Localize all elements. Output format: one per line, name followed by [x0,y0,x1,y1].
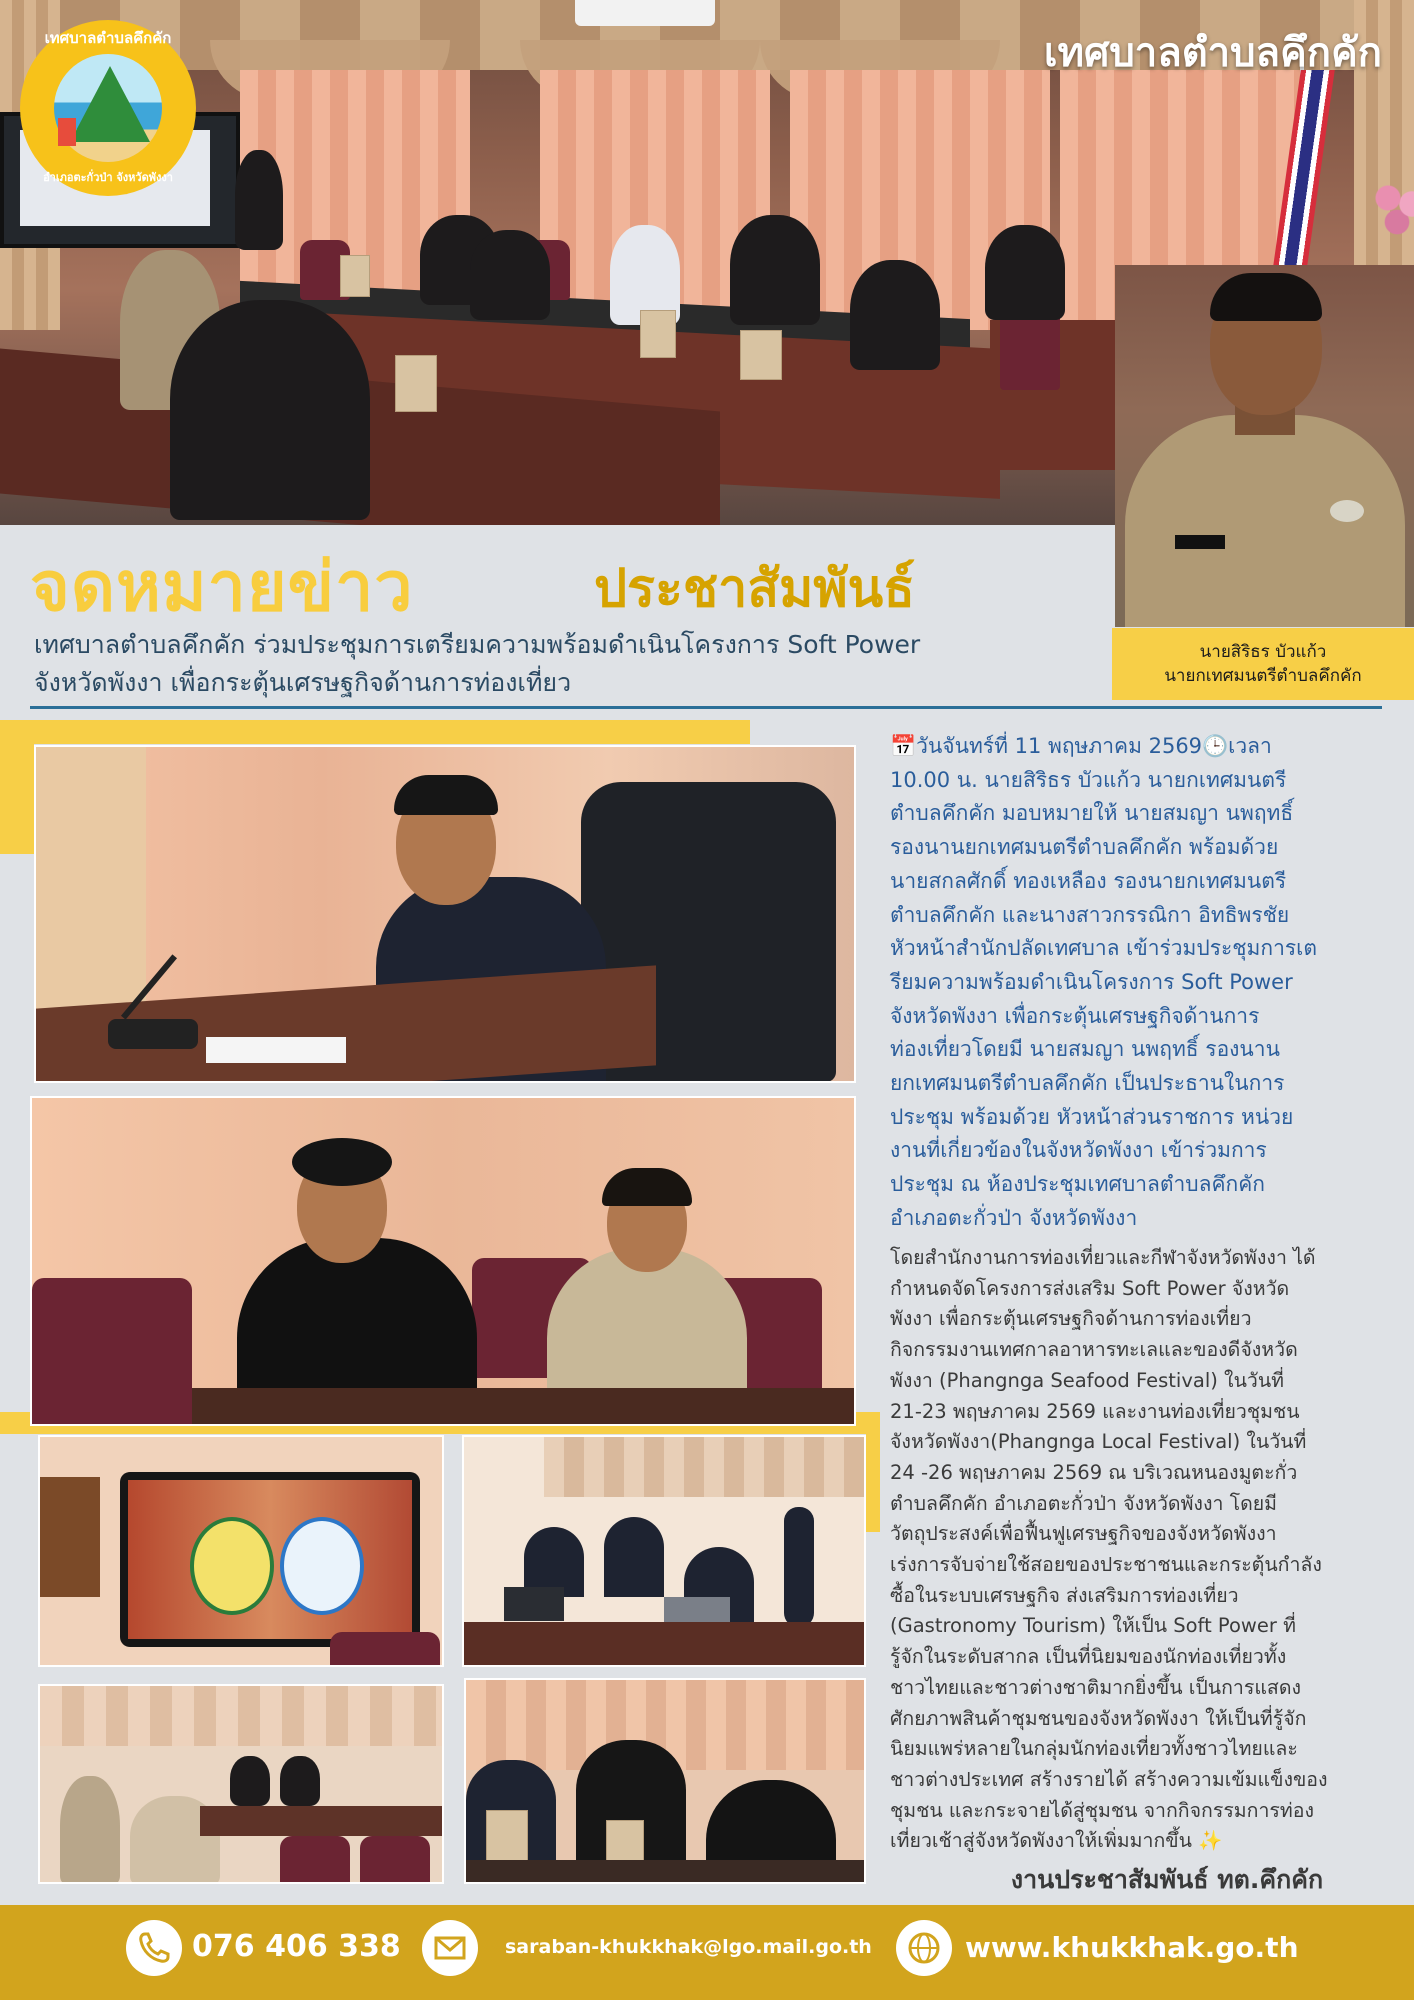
gift-bag [395,355,437,412]
desk [192,1388,856,1426]
globe-icon [896,1920,952,1976]
news-line: หัวหน้าสำนักปลัดเทศบาล เข้าร่วมประชุมการเต [890,936,1317,961]
subtitle-line: เทศบาลตำบลคึกคัก ร่วมประชุมการเตรียมความพร้อมดำเนินโครงการ Soft Power [34,630,921,659]
news-line: จังหวัดพังงา เพื่อกระตุ้นเศรษฐกิจด้านการ [890,1003,1260,1028]
news-line: รู้จักในระดับสากล เป็นที่นิยมของนักท่องเที่ยวทั้ง [890,1645,1287,1669]
news-line: ชุมชน และกระจายได้สู่ชุมชน จากกิจกรรมการท่อง [890,1798,1314,1822]
footer-email[interactable]: saraban-khukkhak@lgo.mail.go.th [505,1936,872,1958]
footer-phone[interactable]: 076 406 338 [192,1929,401,1964]
news-intro [890,730,1384,1236]
news-line: เร่งการจับจ่ายใช้สอยของประชาชนและกระตุ้นกำลัง [890,1553,1322,1577]
chair [330,1632,440,1667]
news-line: ศักยภาพสินค้าชุมชนของจังหวัดพังงา ให้เป็นที่รู้จัก [890,1706,1307,1730]
chair [360,1836,430,1884]
attendee-hair [292,1138,392,1186]
meeting-photo-3 [38,1435,444,1667]
news-line: รองนานยกเทศมนตรีตำบลคึกคัก พร้อมด้วย [890,835,1279,860]
curtain [40,1686,444,1746]
attendee [60,1776,120,1884]
news-line: โดยสำนักงานการท่องเที่ยวและกีฬาจังหวัดพังงา ได้ [890,1246,1316,1269]
attendee-hair [394,775,498,815]
news-line: ซื้อในระบบเศรษฐกิจ ส่งเสริมการท่องเที่ยว [890,1583,1239,1607]
news-line: ยกเทศมนตรีตำบลคึกคัก เป็นประธานในการ [890,1071,1285,1096]
attendee [985,225,1065,320]
gift-bag [740,330,782,380]
news-line: นายสกลศักดิ์ ทองเหลือง รองนายกเทศมนตรี [890,868,1287,893]
newsletter-title: จดหมายข่าว [30,548,414,627]
attendee [730,215,820,325]
name-tag [1175,535,1225,549]
attendee [470,230,550,320]
accent-bar [866,1412,880,1532]
accent-bar [0,744,34,854]
uniform [1125,415,1405,627]
curtain [544,1437,864,1497]
gift-bag [640,310,676,358]
meeting-photo-4 [462,1435,866,1667]
news-line: งานที่เกี่ยวข้องในจังหวัดพังงา เข้าร่วมการ [890,1138,1267,1163]
divider [30,706,1382,709]
footer-website[interactable]: www.khukkhak.go.th [965,1931,1299,1964]
caption-name: นายสิริธร บัวแก้ว [1199,642,1327,662]
news-line: อำเภอตะกั่วป่า จังหวัดพังงา [890,1205,1138,1230]
caption-position: นายกเทศมนตรีตำบลคึกคัก [1164,666,1362,686]
meeting-photo-1 [34,745,856,1083]
meeting-photo-6 [464,1678,866,1884]
news-line: กำหนดจัดโครงการส่งเสริม Soft Power จังหวัด [890,1276,1290,1300]
news-line: ตำบลคึกคัก มอบหมายให้ นายสมญา นพฤทธิ์ [890,801,1294,826]
document [206,1037,346,1063]
desk [464,1622,866,1667]
attendee [280,1756,320,1806]
subtitle-line: จังหวัดพังงา เพื่อกระตุ้นเศรษฐกิจด้านการท่องเที่ยว [34,668,572,697]
news-line: เที่ยวเช้าสู่จังหวัดพังงาให้เพิ่มมากขึ้น ✨ [890,1829,1223,1853]
officer-hair [602,1168,692,1206]
uniform-badge [1330,500,1364,522]
laptop [504,1587,564,1621]
chair [32,1278,192,1426]
attendee [170,300,370,520]
meeting-photo-5 [38,1684,444,1884]
newsletter-subtitle-word: ประชาสัมพันธ์ [594,559,915,619]
news-line: ชาวไทยและชาวต่างชาติมากยิ่งขึ้น เป็นการแสดง [890,1675,1302,1699]
news-line: วัตถุประสงค์เพื่อฟื้นฟูเศรษฐกิจของจังหวัดพังงา [890,1522,1277,1546]
mail-icon [422,1920,478,1976]
news-line: นิยมแพร่หลายในกลุ่มนักท่องเที่ยวทั้งชาวไทยและ [890,1737,1298,1761]
portrait-caption [1112,628,1414,700]
news-line: (Gastronomy Tourism) ให้เป็น Soft Power ที่ [890,1614,1296,1638]
gift-bag [486,1810,528,1862]
news-line: 📅วันจันทร์ที่ 11 พฤษภาคม 2569🕒เวลา [890,734,1272,758]
attendee [230,1756,270,1806]
news-line: พังงา เพื่อกระตุ้นเศรษฐกิจด้านการท่องเที่ยว [890,1307,1252,1331]
standing-attendee [784,1507,814,1627]
pr-signature: งานประชาสัมพันธ์ ทต.คึกคัก [1010,1865,1324,1894]
partner-seal-icon [280,1517,364,1615]
news-line: 24 -26 พฤษภาคม 2569 ณ บริเวณหนองมูตะกั่ว [890,1460,1298,1484]
logo-text-top: เทศบาลตำบลคึกคัก [44,29,172,47]
news-line: ท่องเที่ยวโดยมี นายสมญา นพฤทธิ์ รองนาน [890,1037,1280,1062]
news-line: ประชุม ณ ห้องประชุมเทศบาลตำบลคึกคัก [890,1172,1266,1197]
phone-icon [126,1920,182,1976]
organization-name: เทศบาลตำบลคึกคัก [1043,30,1382,76]
desk [200,1806,444,1836]
air-conditioner [575,0,715,26]
headline-subtitle [34,626,1104,702]
news-line: พังงา (Phangnga Seafood Festival) ในวันที่ [890,1368,1285,1392]
desk [466,1860,866,1884]
news-body [890,1243,1384,1857]
news-line: จังหวัดพังงา(Phangnga Local Festival) ในวันที่ [890,1430,1307,1454]
hair [1210,273,1322,321]
mayor-portrait [1115,265,1414,627]
news-line: ตำบลคึกคัก อำเภอตะกั่วป่า จังหวัดพังงา โดยมี [890,1491,1278,1515]
news-line: 21-23 พฤษภาคม 2569 และงานท่องเที่ยวชุมชน [890,1399,1300,1423]
news-line: ประชุม พร้อมด้วย หัวหน้าส่วนราชการ หน่วย [890,1104,1294,1129]
gift-bag [340,255,370,297]
news-line: กิจกรรมงานเทศกาลอาหารทะเลและของดีจังหวัด [890,1338,1298,1362]
attendee [604,1517,664,1597]
logo-mountain-icon [70,66,150,142]
attendee [850,260,940,370]
chair [280,1836,350,1884]
microphone-base [108,1019,198,1049]
attendee [235,150,283,250]
municipality-seal-icon [190,1517,274,1615]
accent-bar [0,720,750,744]
news-line: 10.00 น. นายสิริธร บัวแก้ว นายกเทศมนตรี [890,767,1287,792]
logo-text-bottom: อำเภอตะกั่วป่า จังหวัดพังงา [43,171,173,184]
news-line: รียมความพร้อมดำเนินโครงการ Soft Power [890,969,1293,994]
news-line: ชาวต่างประเทศ สร้างรายได้ สร้างความเข้มแข็งของ [890,1767,1328,1791]
meeting-photo-2 [30,1096,856,1426]
news-line: ตำบลคึกคัก และนางสาวกรรณิกา อิทธิพรชัย [890,902,1290,927]
door [40,1477,100,1597]
logo-windmill-icon [58,118,76,146]
